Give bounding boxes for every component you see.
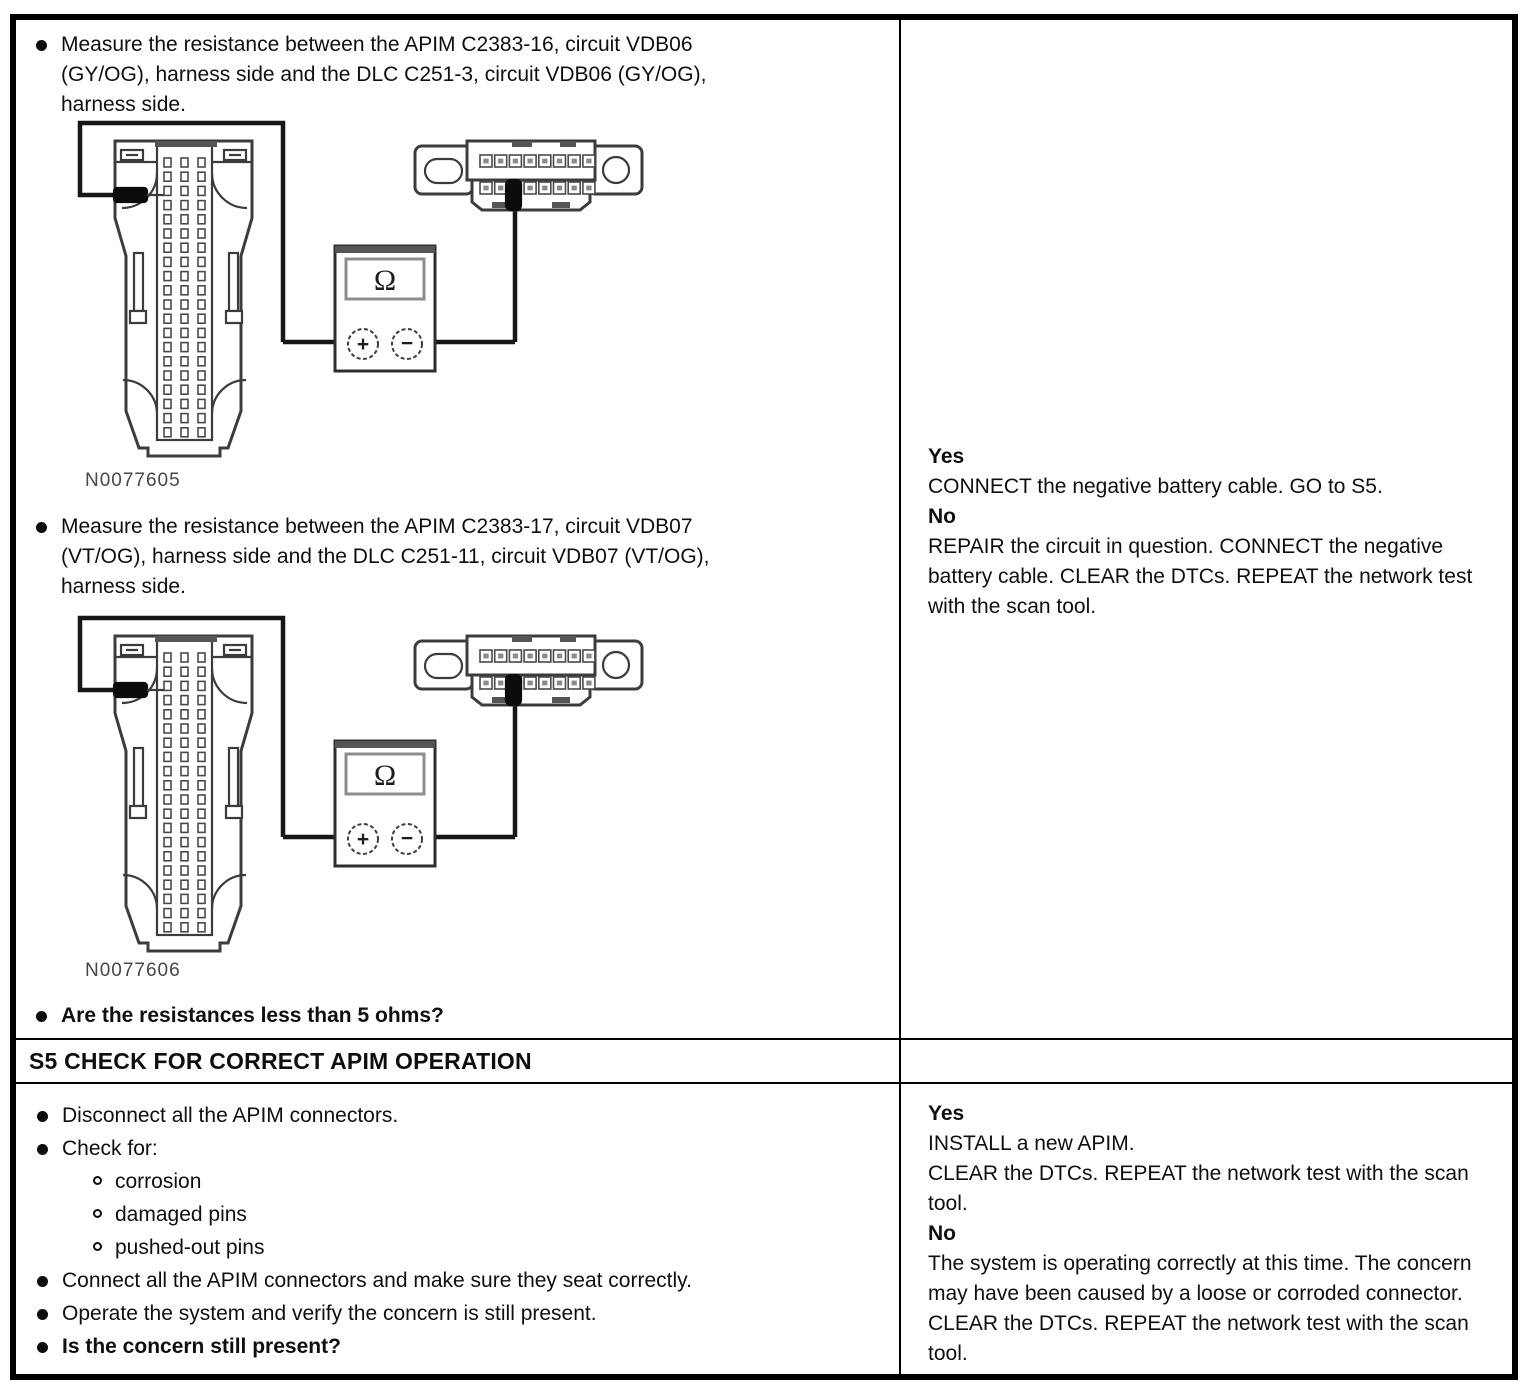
no-label: No bbox=[928, 505, 956, 528]
resistance-test-diagram-1 bbox=[60, 118, 890, 463]
probe bbox=[506, 675, 521, 705]
minus-label: − bbox=[400, 332, 414, 355]
no-action-text: The system is operating correctly at this time. The concern may have been caused by a loose or corroded connector. CLEAR the DTCs. REPEAT the network test with the scan tool. bbox=[928, 1252, 1472, 1365]
apim-connector-drawing bbox=[114, 141, 252, 456]
test-step-cell-s4 bbox=[16, 20, 899, 1040]
dlc-connector-drawing bbox=[415, 141, 642, 210]
bullet-item bbox=[37, 1299, 899, 1329]
no-label: No bbox=[928, 1222, 956, 1245]
step-text: Operate the system and verify the concern is still present. bbox=[62, 1302, 597, 1325]
sub-bullet-icon bbox=[93, 1209, 102, 1218]
step-text: Check for: bbox=[62, 1137, 158, 1160]
sub-bullet-item bbox=[37, 1200, 899, 1230]
ohmmeter-drawing bbox=[335, 741, 435, 866]
probe bbox=[506, 180, 521, 210]
bullet-item-question bbox=[37, 1332, 899, 1362]
step-text: pushed-out pins bbox=[115, 1236, 265, 1259]
meter-top-bar bbox=[335, 246, 435, 253]
bullet-item-question bbox=[36, 1001, 841, 1031]
ohm-symbol: Ω bbox=[373, 264, 397, 297]
bullet-icon bbox=[36, 1011, 47, 1022]
bullet-icon bbox=[37, 1342, 48, 1353]
action-cell-s5 bbox=[899, 1084, 1512, 1374]
step-list bbox=[16, 1084, 899, 1362]
step-text: Connect all the APIM connectors and make sure they seat correctly. bbox=[62, 1269, 692, 1292]
connector-top-bar bbox=[155, 141, 217, 147]
step-header-row bbox=[16, 1040, 899, 1084]
bullet-icon bbox=[37, 1144, 48, 1155]
bullet-icon bbox=[36, 40, 47, 51]
figure-label: N0077605 bbox=[85, 470, 181, 491]
ohmmeter-drawing bbox=[335, 246, 435, 371]
step-question: Are the resistances less than 5 ohms? bbox=[61, 1004, 444, 1027]
figure-label: N0077606 bbox=[85, 960, 181, 981]
bullet-icon bbox=[37, 1111, 48, 1122]
resistance-test-diagram-2 bbox=[60, 613, 890, 958]
step-text: Measure the resistance between the APIM C2383-17, circuit VDB07 (VT/OG), harness side and the DLC C251-11, circuit VDB07 (VT/OG), harness side. bbox=[61, 515, 710, 598]
bullet-item bbox=[37, 1134, 899, 1164]
action-cell-s4 bbox=[899, 20, 1512, 1040]
plus-label: + bbox=[356, 828, 370, 851]
apim-connector-drawing bbox=[114, 636, 252, 951]
yes-label: Yes bbox=[928, 1102, 965, 1125]
bullet-item bbox=[37, 1101, 899, 1131]
no-action-text: REPAIR the circuit in question. CONNECT the negative battery cable. CLEAR the DTCs. REPEAT the network test with the scan tool. bbox=[928, 535, 1473, 618]
step-header-empty-cell bbox=[899, 1040, 1512, 1084]
sub-bullet-icon bbox=[93, 1242, 102, 1251]
yes-action-line1: INSTALL a new APIM. bbox=[928, 1132, 1135, 1155]
bullet-item bbox=[36, 30, 781, 120]
step-question: Is the concern still present? bbox=[62, 1335, 341, 1358]
bullet-item bbox=[37, 1266, 899, 1296]
step-text: damaged pins bbox=[115, 1203, 247, 1226]
sub-bullet-icon bbox=[93, 1176, 102, 1185]
probe bbox=[114, 188, 147, 202]
step-header-title: S5 CHECK FOR CORRECT APIM OPERATION bbox=[29, 1048, 532, 1074]
test-step-cell-s5 bbox=[16, 1084, 899, 1374]
probe bbox=[114, 683, 147, 697]
minus-label: − bbox=[400, 827, 414, 850]
sub-bullet-item bbox=[37, 1167, 899, 1197]
bullet-icon bbox=[36, 522, 47, 533]
step-text: corrosion bbox=[115, 1170, 202, 1193]
yes-action-text: CONNECT the negative battery cable. GO to S5. bbox=[928, 475, 1383, 498]
ohm-symbol: Ω bbox=[373, 759, 397, 792]
pinpoint-test-table bbox=[10, 14, 1518, 1380]
step-text: Measure the resistance between the APIM C2383-16, circuit VDB06 (GY/OG), harness side and the DLC C251-3, circuit VDB06 (GY/OG), harness side. bbox=[61, 33, 707, 116]
step-text: Disconnect all the APIM connectors. bbox=[62, 1104, 399, 1127]
dlc-connector-drawing bbox=[415, 636, 642, 705]
bullet-icon bbox=[37, 1309, 48, 1320]
yes-action-line2: CLEAR the DTCs. REPEAT the network test with the scan tool. bbox=[928, 1162, 1469, 1215]
sub-bullet-item bbox=[37, 1233, 899, 1263]
bullet-item bbox=[36, 512, 781, 602]
plus-label: + bbox=[356, 333, 370, 356]
yes-label: Yes bbox=[928, 445, 965, 468]
bullet-icon bbox=[37, 1276, 48, 1287]
